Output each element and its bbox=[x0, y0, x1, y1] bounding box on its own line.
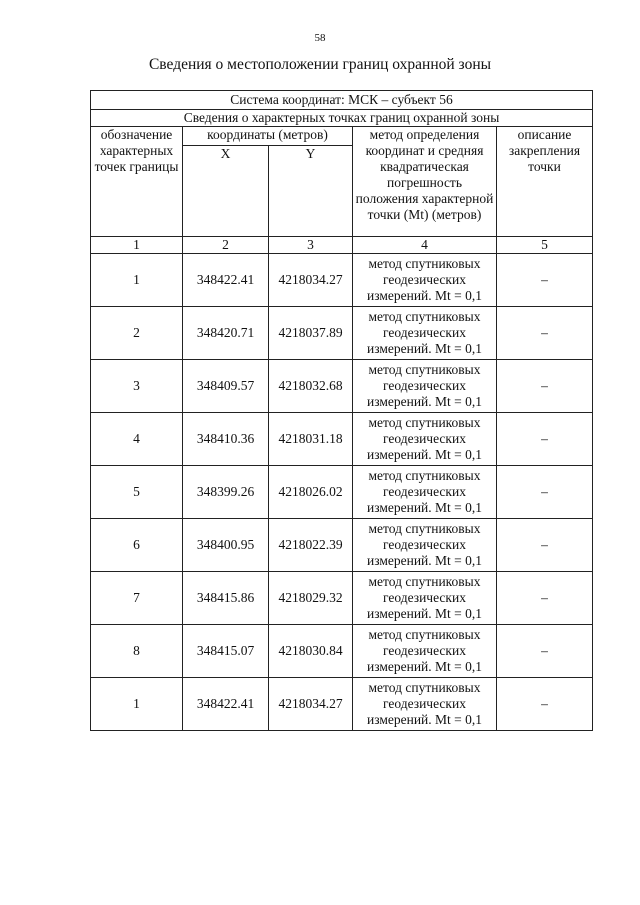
y-coordinate-cell: 4218030.84 bbox=[269, 625, 353, 678]
column-number: 1 bbox=[91, 237, 183, 254]
table-row bbox=[91, 678, 593, 731]
x-coordinate-cell: 348422.41 bbox=[183, 254, 269, 307]
point-number-cell: 3 bbox=[91, 360, 183, 413]
table-row bbox=[91, 572, 593, 625]
table-row bbox=[91, 519, 593, 572]
y-coordinate-cell: 4218037.89 bbox=[269, 307, 353, 360]
description-cell: – bbox=[497, 254, 593, 307]
table-subtitle: Сведения о характерных точках границ охранной зоны bbox=[91, 110, 593, 127]
point-number-cell: 4 bbox=[91, 413, 183, 466]
x-coordinate-cell: 348400.95 bbox=[183, 519, 269, 572]
point-number-cell: 7 bbox=[91, 572, 183, 625]
y-coordinate-cell: 4218029.32 bbox=[269, 572, 353, 625]
x-coordinate-cell: 348420.71 bbox=[183, 307, 269, 360]
table-row bbox=[91, 254, 593, 307]
point-number-cell: 6 bbox=[91, 519, 183, 572]
x-coordinate-cell: 348399.26 bbox=[183, 466, 269, 519]
y-coordinate-cell: 4218022.39 bbox=[269, 519, 353, 572]
point-number-cell: 8 bbox=[91, 625, 183, 678]
description-cell: – bbox=[497, 572, 593, 625]
method-cell: метод спутниковых геодезических измерений. Mt = 0,1 bbox=[353, 625, 497, 678]
point-number-cell: 5 bbox=[91, 466, 183, 519]
document-title: Сведения о местоположении границ охранной зоны bbox=[148, 56, 492, 73]
method-cell: метод спутниковых геодезических измерений. Mt = 0,1 bbox=[353, 572, 497, 625]
x-coordinate-cell: 348410.36 bbox=[183, 413, 269, 466]
x-coordinate-cell: 348422.41 bbox=[183, 678, 269, 731]
column-number: 5 bbox=[497, 237, 593, 254]
table-row bbox=[91, 466, 593, 519]
column-number-row bbox=[91, 237, 593, 254]
header-description: описание закрепления точки bbox=[497, 127, 593, 237]
description-cell: – bbox=[497, 519, 593, 572]
table-row bbox=[91, 413, 593, 466]
column-number: 2 bbox=[183, 237, 269, 254]
point-number-cell: 1 bbox=[91, 678, 183, 731]
x-coordinate-cell: 348415.07 bbox=[183, 625, 269, 678]
x-coordinate-cell: 348415.86 bbox=[183, 572, 269, 625]
table-row bbox=[91, 625, 593, 678]
description-cell: – bbox=[497, 360, 593, 413]
description-cell: – bbox=[497, 466, 593, 519]
header-method: метод определения координат и средняя квадратическая погрешность положения характерной точки (Mt) (метров) bbox=[353, 127, 497, 237]
y-coordinate-cell: 4218034.27 bbox=[269, 678, 353, 731]
method-cell: метод спутниковых геодезических измерений. Mt = 0,1 bbox=[353, 678, 497, 731]
description-cell: – bbox=[497, 678, 593, 731]
y-coordinate-cell: 4218032.68 bbox=[269, 360, 353, 413]
header-point-designation: обозначение характерных точек границы bbox=[91, 127, 183, 237]
method-cell: метод спутниковых геодезических измерений. Mt = 0,1 bbox=[353, 254, 497, 307]
header-coordinates: координаты (метров) bbox=[183, 127, 353, 146]
coordinate-system-header: Система координат: МСК – субъект 56 bbox=[91, 91, 593, 110]
method-cell: метод спутниковых геодезических измерений. Mt = 0,1 bbox=[353, 519, 497, 572]
method-cell: метод спутниковых геодезических измерений. Mt = 0,1 bbox=[353, 413, 497, 466]
description-cell: – bbox=[497, 625, 593, 678]
method-cell: метод спутниковых геодезических измерений. Mt = 0,1 bbox=[353, 307, 497, 360]
coordinates-table bbox=[90, 90, 593, 731]
y-coordinate-cell: 4218034.27 bbox=[269, 254, 353, 307]
table-row bbox=[91, 307, 593, 360]
y-coordinate-cell: 4218031.18 bbox=[269, 413, 353, 466]
x-coordinate-cell: 348409.57 bbox=[183, 360, 269, 413]
header-y: Y bbox=[269, 146, 353, 237]
page-number: 58 bbox=[314, 32, 326, 44]
description-cell: – bbox=[497, 307, 593, 360]
method-cell: метод спутниковых геодезических измерений. Mt = 0,1 bbox=[353, 466, 497, 519]
column-number: 4 bbox=[353, 237, 497, 254]
column-number: 3 bbox=[269, 237, 353, 254]
table-row bbox=[91, 360, 593, 413]
point-number-cell: 1 bbox=[91, 254, 183, 307]
description-cell: – bbox=[497, 413, 593, 466]
header-x: X bbox=[183, 146, 269, 237]
method-cell: метод спутниковых геодезических измерений. Mt = 0,1 bbox=[353, 360, 497, 413]
point-number-cell: 2 bbox=[91, 307, 183, 360]
y-coordinate-cell: 4218026.02 bbox=[269, 466, 353, 519]
